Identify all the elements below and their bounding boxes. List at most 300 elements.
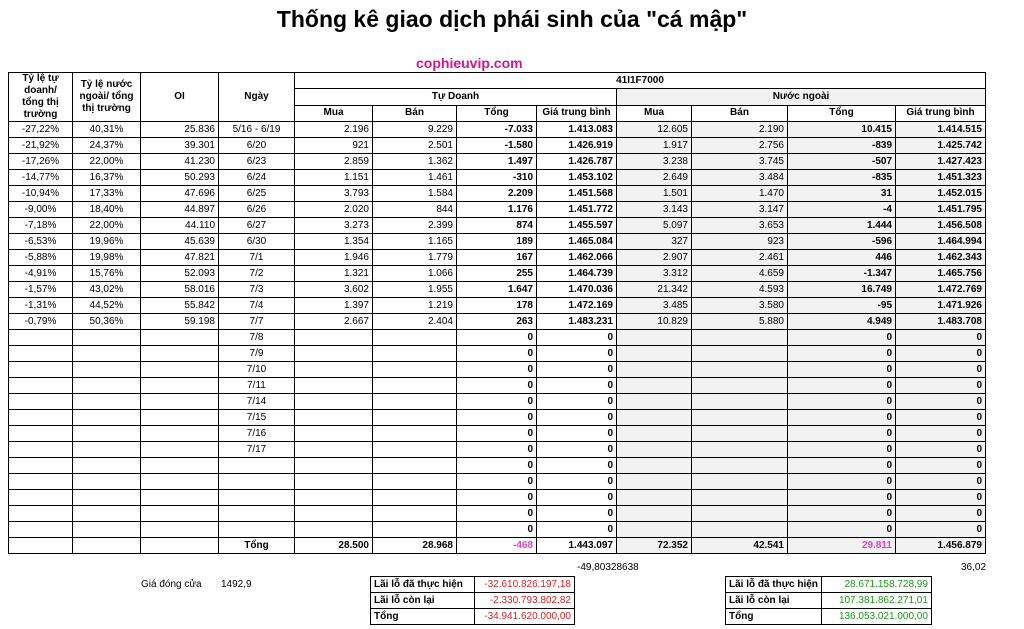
cell-nn-gia: 1.451.795 [896,202,986,218]
closing-price-value: 1492,9 [221,579,252,590]
brand-watermark[interactable]: cophieuvip.com [416,55,523,71]
pnl-label: Lãi lỗ đã thực hiện [371,577,475,593]
cell-oi [141,442,219,458]
table-row [9,490,986,506]
cell-td-gia: 1.464.739 [537,266,617,282]
cell-td-mua: 3.273 [295,218,373,234]
cell-td-mua [295,474,373,490]
cell-oi: 59.198 [141,314,219,330]
cell-nn-ban: 1.470 [692,186,788,202]
cell-td-ban: 1.165 [373,234,457,250]
nn-ratio-note: 36,02 [961,562,987,573]
pnl-row [371,577,575,593]
cell-date: 6/27 [219,218,295,234]
cell-date: 7/10 [219,362,295,378]
cell-nn-gia: 0 [896,442,986,458]
cell-nn-ban: 2.190 [692,122,788,138]
cell-nn-tong: -596 [788,234,896,250]
table-row [9,218,986,234]
cell-nn-ratio: 19,98% [73,250,141,266]
cell-nn-ratio [73,394,141,410]
cell-td-ban: 1.461 [373,170,457,186]
cell-nn-ratio: 22,00% [73,218,141,234]
page-title: Thống kê giao dịch phái sinh của "cá mập" [276,6,748,32]
cell-nn-ratio: 44,52% [73,298,141,314]
cell-nn-ratio [73,442,141,458]
cell-td-ratio: -17,26% [9,154,73,170]
table-row [9,442,986,458]
cell-date: 7/4 [219,298,295,314]
cell-nn-tong: 0 [788,458,896,474]
cell-nn-ratio [73,330,141,346]
cell-nn-mua: 2.649 [617,170,692,186]
cell-oi: 50.293 [141,170,219,186]
cell-nn-mua: 3.485 [617,298,692,314]
cell-nn-ban: 3.745 [692,154,788,170]
pnl-row [371,609,575,625]
cell-td-ratio [9,330,73,346]
cell-nn-tong: 31 [788,186,896,202]
cell-td-tong: 1.647 [457,282,537,298]
table-row [9,394,986,410]
cell-nn-mua [617,410,692,426]
cell-nn-gia: 0 [896,506,986,522]
cell-nn-tong: 4.949 [788,314,896,330]
cell-oi: 55.842 [141,298,219,314]
cell-td-ratio [9,378,73,394]
cell-td-tong: -310 [457,170,537,186]
cell-td-gia: 0 [537,442,617,458]
cell-nn-mua: 72.352 [617,538,692,554]
cell-nn-gia: 1.472.769 [896,282,986,298]
cell-oi [141,330,219,346]
cell-td-mua [295,330,373,346]
cell-td-mua [295,394,373,410]
cell-nn-tong: 0 [788,362,896,378]
table-row [9,298,986,314]
cell-td-mua [295,410,373,426]
header-row-1 [9,73,986,89]
cell-nn-ban [692,522,788,538]
cell-td-ratio: -10,94% [9,186,73,202]
cell-nn-ratio: 16,37% [73,170,141,186]
cell-td-ban [373,474,457,490]
cell-nn-ratio: 50,36% [73,314,141,330]
cell-td-tong: 178 [457,298,537,314]
cell-nn-ban [692,346,788,362]
cell-td-ban: 844 [373,202,457,218]
table-row [9,410,986,426]
cell-td-tong: 0 [457,442,537,458]
table-row [9,346,986,362]
cell-oi [141,474,219,490]
cell-td-ratio [9,506,73,522]
cell-oi [141,506,219,522]
cell-nn-gia: 0 [896,362,986,378]
cell-date: 7/16 [219,426,295,442]
cell-nn-mua [617,458,692,474]
cell-nn-ban: 3.147 [692,202,788,218]
pnl-value: -32.610.826.197,18 [475,577,575,593]
cell-nn-ban [692,474,788,490]
cell-td-gia: 1.465.084 [537,234,617,250]
cell-date: 7/7 [219,314,295,330]
cell-oi [141,538,219,554]
cell-nn-gia: 1.452.015 [896,186,986,202]
cell-date [219,490,295,506]
cell-td-tong: 0 [457,506,537,522]
cell-nn-gia: 1.471.926 [896,298,986,314]
cell-nn-ban [692,394,788,410]
table-row [9,234,986,250]
cell-nn-gia: 0 [896,410,986,426]
cell-td-ratio [9,458,73,474]
cell-oi: 25.836 [141,122,219,138]
cell-nn-ratio: 22,00% [73,154,141,170]
cell-nn-ratio [73,378,141,394]
cell-td-mua [295,378,373,394]
cell-td-mua [295,426,373,442]
cell-nn-tong: 16.749 [788,282,896,298]
pnl-value: -34.941.620.000,00 [475,609,575,625]
cell-nn-ban [692,426,788,442]
cell-nn-ban: 923 [692,234,788,250]
cell-td-gia: 1.455.597 [537,218,617,234]
cell-td-mua: 1.321 [295,266,373,282]
cell-date: 5/16 - 6/19 [219,122,295,138]
cell-oi [141,490,219,506]
header-td-ratio: Tỷ lệ tự doanh/ tổng thị trường [9,73,73,122]
cell-td-tong: 0 [457,330,537,346]
cell-td-mua [295,458,373,474]
cell-nn-gia: 0 [896,378,986,394]
cell-td-ratio: -21,92% [9,138,73,154]
cell-td-ban [373,522,457,538]
cell-td-gia: 0 [537,362,617,378]
cell-nn-ban: 3.580 [692,298,788,314]
cell-nn-mua [617,362,692,378]
cell-td-ratio: -14,77% [9,170,73,186]
header-oi: OI [141,73,219,122]
cell-oi: 47.821 [141,250,219,266]
cell-td-tong: 263 [457,314,537,330]
cell-td-ratio: -4,91% [9,266,73,282]
cell-date: 6/26 [219,202,295,218]
cell-nn-ban: 2.756 [692,138,788,154]
cell-td-ban: 1.362 [373,154,457,170]
cell-oi: 45.639 [141,234,219,250]
cell-td-gia: 0 [537,474,617,490]
cell-td-ratio [9,362,73,378]
header-td-ban: Bán [373,105,457,121]
cell-td-mua: 3.793 [295,186,373,202]
pnl-label: Lãi lỗ còn lại [726,593,822,609]
table-row [9,186,986,202]
cell-nn-ban [692,362,788,378]
cell-td-ban [373,458,457,474]
cell-td-mua [295,346,373,362]
cell-td-gia: 0 [537,330,617,346]
cell-oi [141,394,219,410]
cell-nn-tong: 10.415 [788,122,896,138]
cell-td-ratio: -0,79% [9,314,73,330]
cell-td-ban: 1.584 [373,186,457,202]
cell-td-ratio [9,538,73,554]
cell-td-ban [373,506,457,522]
cell-nn-gia: 0 [896,474,986,490]
cell-nn-ban: 4.593 [692,282,788,298]
cell-nn-ratio: 17,33% [73,186,141,202]
cell-td-tong: 1.497 [457,154,537,170]
cell-nn-mua [617,426,692,442]
cell-td-tong: 0 [457,490,537,506]
cell-oi: 44.897 [141,202,219,218]
cell-td-mua: 2.859 [295,154,373,170]
cell-nn-gia: 0 [896,522,986,538]
cell-td-ban: 2.404 [373,314,457,330]
cell-td-gia: 0 [537,378,617,394]
cell-td-ban [373,442,457,458]
cell-date: 7/11 [219,378,295,394]
cell-td-gia: 0 [537,490,617,506]
cell-td-ban: 1.779 [373,250,457,266]
cell-date: 7/15 [219,410,295,426]
cell-date [219,506,295,522]
cell-td-tong: 0 [457,410,537,426]
cell-nn-gia: 1.464.994 [896,234,986,250]
cell-td-mua: 1.151 [295,170,373,186]
cell-nn-tong: 0 [788,506,896,522]
cell-td-mua: 3.602 [295,282,373,298]
cell-nn-ban: 3.484 [692,170,788,186]
cell-nn-ratio [73,474,141,490]
pnl-row [371,593,575,609]
pnl-row [726,609,932,625]
cell-date: 7/9 [219,346,295,362]
contract-code: 41I1F7000 [295,73,986,89]
table-row [9,266,986,282]
cell-nn-mua: 21.342 [617,282,692,298]
cell-td-mua [295,506,373,522]
table-row [9,250,986,266]
cell-td-ratio: -1,57% [9,282,73,298]
cell-nn-mua [617,506,692,522]
cell-nn-tong: 29.811 [788,538,896,554]
cell-nn-tong: -839 [788,138,896,154]
nn-pnl-table [725,576,932,625]
cell-nn-ratio [73,490,141,506]
cell-date: 7/3 [219,282,295,298]
header-nn-ban: Bán [692,105,788,121]
cell-td-tong: 167 [457,250,537,266]
cell-nn-ban: 3.653 [692,218,788,234]
cell-date: 6/30 [219,234,295,250]
cell-nn-mua: 1.501 [617,186,692,202]
cell-td-ban [373,330,457,346]
cell-oi [141,362,219,378]
cell-td-tong: 0 [457,394,537,410]
cell-nn-tong: -507 [788,154,896,170]
cell-td-tong: -468 [457,538,537,554]
cell-td-tong: 0 [457,458,537,474]
cell-nn-mua: 5.097 [617,218,692,234]
cell-nn-gia: 0 [896,426,986,442]
cell-oi: 39.301 [141,138,219,154]
td-ratio-note: -49,80328638 [577,562,639,573]
cell-oi: 41.230 [141,154,219,170]
cell-oi: 47.696 [141,186,219,202]
cell-oi [141,410,219,426]
derivatives-table [8,72,986,554]
cell-td-gia: 0 [537,410,617,426]
cell-td-gia: 1.483.231 [537,314,617,330]
cell-nn-tong: 0 [788,394,896,410]
header-nn-tong: Tổng [788,105,896,121]
cell-nn-ratio: 40,31% [73,122,141,138]
cell-nn-ratio [73,506,141,522]
cell-td-tong: -7.033 [457,122,537,138]
cell-nn-mua: 3.238 [617,154,692,170]
cell-td-tong: 0 [457,522,537,538]
cell-td-tong: 1.176 [457,202,537,218]
cell-nn-gia: 1.451.323 [896,170,986,186]
total-row [9,538,986,554]
cell-nn-gia: 1.427.423 [896,154,986,170]
cell-td-ratio: -5,88% [9,250,73,266]
cell-td-ratio: -7,18% [9,218,73,234]
cell-nn-tong: 0 [788,522,896,538]
pnl-label: Tổng [371,609,475,625]
cell-nn-mua [617,522,692,538]
cell-nn-gia: 1.462.343 [896,250,986,266]
cell-nn-tong: -835 [788,170,896,186]
table-row [9,362,986,378]
cell-oi [141,426,219,442]
header-tu-doanh: Tự Doanh [295,89,617,105]
table-row [9,154,986,170]
table-row [9,378,986,394]
cell-nn-ratio [73,346,141,362]
cell-nn-ban: 4.659 [692,266,788,282]
cell-nn-tong: 0 [788,442,896,458]
cell-td-ratio: -9,00% [9,202,73,218]
cell-nn-ratio: 19,96% [73,234,141,250]
cell-td-gia: 1.426.787 [537,154,617,170]
table-row [9,474,986,490]
cell-td-tong: 255 [457,266,537,282]
cell-nn-ban [692,490,788,506]
table-row [9,426,986,442]
cell-td-ratio [9,490,73,506]
header-td-tong: Tổng [457,105,537,121]
cell-nn-gia: 0 [896,330,986,346]
cell-nn-ratio: 24,37% [73,138,141,154]
cell-date: 6/23 [219,154,295,170]
cell-nn-tong: 0 [788,410,896,426]
cell-td-mua: 28.500 [295,538,373,554]
cell-nn-mua [617,490,692,506]
cell-nn-mua: 3.143 [617,202,692,218]
pnl-value: 107.381.862.271,01 [821,593,931,609]
cell-td-ratio [9,410,73,426]
cell-td-mua: 2.196 [295,122,373,138]
cell-td-ban: 1.955 [373,282,457,298]
cell-oi: 52.093 [141,266,219,282]
cell-td-mua: 1.354 [295,234,373,250]
table-row [9,122,986,138]
table-row [9,506,986,522]
cell-td-mua: 921 [295,138,373,154]
header-nn-gia: Giá trung bình [896,105,986,121]
cell-td-tong: 0 [457,346,537,362]
cell-nn-ban [692,330,788,346]
cell-oi [141,458,219,474]
pnl-row [726,593,932,609]
pnl-value: 136.053.021.000,00 [821,609,931,625]
cell-nn-mua [617,330,692,346]
cell-nn-tong: 0 [788,378,896,394]
closing-price-label: Giá đóng cửa [141,579,202,590]
cell-nn-tong: -95 [788,298,896,314]
cell-td-gia: 0 [537,506,617,522]
cell-nn-gia: 0 [896,458,986,474]
cell-td-gia: 1.453.102 [537,170,617,186]
table-row [9,138,986,154]
cell-td-gia: 1.413.083 [537,122,617,138]
header-td-mua: Mua [295,105,373,121]
cell-date: Tổng [219,538,295,554]
cell-nn-gia: 1.483.708 [896,314,986,330]
cell-nn-mua [617,474,692,490]
cell-nn-gia: 1.456.508 [896,218,986,234]
cell-nn-mua: 2.907 [617,250,692,266]
cell-date [219,458,295,474]
cell-td-mua: 2.667 [295,314,373,330]
cell-td-tong: 874 [457,218,537,234]
pnl-value: 28.671.158.728,99 [821,577,931,593]
cell-td-ban [373,426,457,442]
cell-td-ban: 28.968 [373,538,457,554]
cell-date: 7/2 [219,266,295,282]
cell-nn-ratio: 43,02% [73,282,141,298]
cell-td-tong: 0 [457,362,537,378]
cell-td-ratio [9,474,73,490]
header-nn-ratio: Tỷ lệ nước ngoài/ tổng thị trường [73,73,141,122]
cell-nn-ratio: 15,76% [73,266,141,282]
cell-nn-tong: 0 [788,330,896,346]
cell-nn-mua: 10.829 [617,314,692,330]
cell-td-gia: 0 [537,394,617,410]
cell-td-ban: 2.501 [373,138,457,154]
header-nuoc-ngoai: Nước ngoài [617,89,986,105]
cell-td-gia: 1.451.772 [537,202,617,218]
cell-nn-tong: 446 [788,250,896,266]
cell-nn-ban: 42.541 [692,538,788,554]
pnl-row [726,577,932,593]
cell-nn-ratio [73,538,141,554]
cell-nn-tong: 1.444 [788,218,896,234]
cell-td-gia: 1.443.097 [537,538,617,554]
cell-nn-gia: 1.456.879 [896,538,986,554]
cell-date: 6/20 [219,138,295,154]
table-row [9,458,986,474]
cell-td-tong: 2.209 [457,186,537,202]
cell-td-tong: 189 [457,234,537,250]
cell-td-gia: 1.451.568 [537,186,617,202]
header-date: Ngày [219,73,295,122]
cell-date: 6/24 [219,170,295,186]
cell-nn-mua [617,442,692,458]
